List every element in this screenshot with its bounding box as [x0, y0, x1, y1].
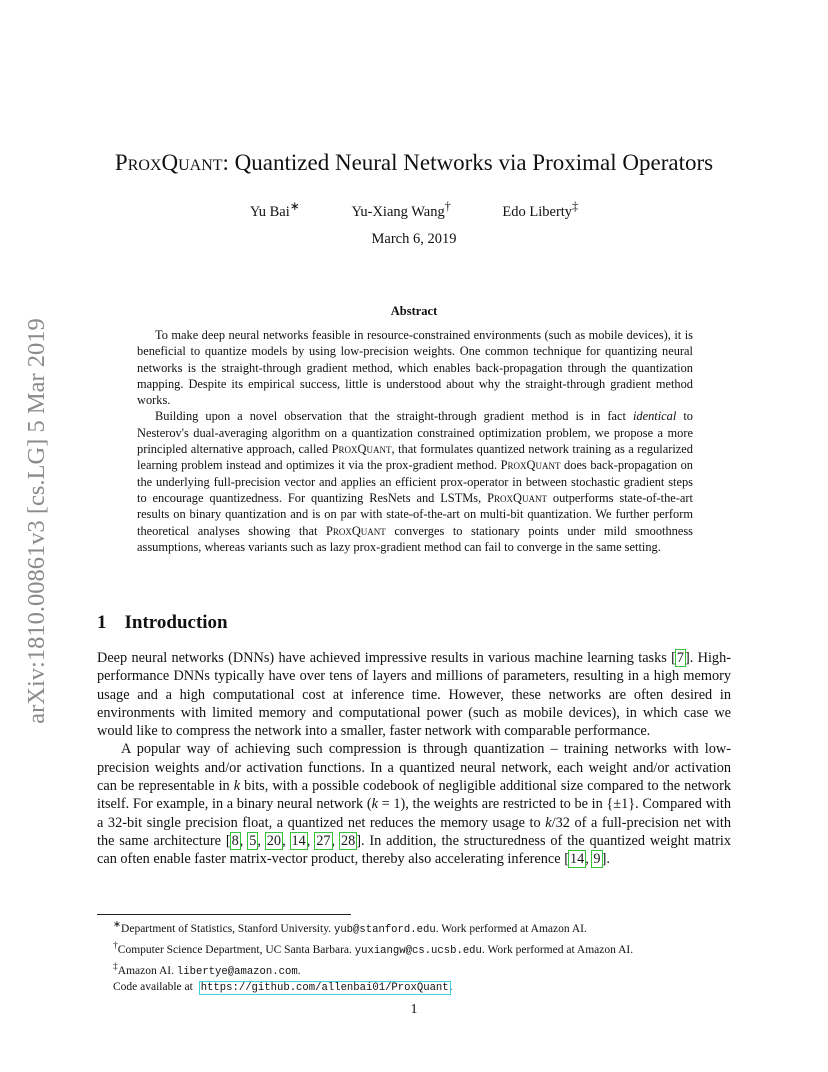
- footnote-item: ‡Amazon AI. libertye@amazon.com.: [113, 960, 301, 978]
- footnote-item: ∗Department of Statistics, Stanford University. yub@stanford.edu. Work performed at Amazon AI.: [113, 919, 587, 936]
- paper-title: [0, 150, 828, 176]
- abstract-paragraph: Building upon a novel observation that the straight-through gradient method is in fact identical to Nesterov's dual-averaging algorithm on a quantization constrained optimization problem, we propose a more principled alternative approach, called ProxQuant, that formulates quantized network training as a regularized learning problem instead and optimizes it via the prox-gradient method. ProxQuant does back-propagation on the underlying full-precision vector and applies an efficient prox-operator in between stochastic gradient steps to encourage quantizedness. For quantizing ResNets and LSTMs, ProxQuant outperforms state-of-the-art results on binary quantization and is on par with state-of-the-art on multi-bit quantization. We further perform theoretical analyses showing that ProxQuant converges to stationary points under mild smoothness assumptions, whereas variants such as lazy prox-gradient method can fail to converge in the same setting.: [137, 409, 693, 554]
- introduction-body: [97, 649, 731, 869]
- author: Yu-Xiang Wang†: [351, 199, 451, 220]
- citation-link[interactable]: 9: [593, 851, 601, 868]
- author: Edo Liberty‡: [502, 199, 579, 220]
- email-address: yuxiangw@cs.ucsb.edu: [354, 944, 482, 957]
- author-list: [0, 199, 828, 221]
- citation-link[interactable]: 27: [316, 832, 331, 849]
- citation-link[interactable]: 28: [340, 832, 356, 849]
- citation-link[interactable]: 14: [569, 851, 585, 868]
- abstract-paragraph: To make deep neural networks feasible in resource-constrained environments (such as mobile devices), it is beneficial to quantize models by using low-precision weights. One common technique for quantizing neural networks is the straight-through gradient method, which enables back-propagation through the quantization mapping. Despite its empirical success, little is understood about why the straight-through gradient method works.: [137, 328, 693, 408]
- abstract-heading: Abstract: [390, 304, 438, 318]
- code-repository-link[interactable]: https://github.com/allenbai01/ProxQuant: [200, 982, 449, 995]
- footnotes: [113, 917, 731, 996]
- email-address: libertye@amazon.com: [176, 965, 298, 978]
- page-number: 1: [410, 1002, 418, 1017]
- abstract-body: [137, 327, 693, 555]
- section-number: 1: [97, 612, 107, 633]
- intro-paragraph: A popular way of achieving such compression is through quantization – training networks with low-precision weights and/or activation functions. In a quantized neural network, each weight and/or activation can be representable in k bits, with a possible codebook of negligible additional size compared to the network itself. For example, in a binary neural network (k = 1), the weights are restricted to be in {±1}. Compared with a 32-bit single precision float, a quantized net reduces the memory usage to k/32 of a full-precision net with the same architecture [8, 5, 20, 14, 27, 28]. In addition, the structuredness of the quantized weight matrix can often enable faster matrix-vector product, thereby also accelerating inference [14, 9].: [97, 741, 731, 868]
- citation-link[interactable]: 5: [249, 832, 257, 849]
- citation-link[interactable]: 20: [266, 832, 282, 849]
- intro-paragraph: Deep neural networks (DNNs) have achieved impressive results in various machine learning tasks [7]. High-performance DNNs typically have over tens of layers and millions of parameters, resulting in a high memory usage and a high computational cost at inference time. However, these networks are often desired in environments with limited memory and computational power (such as mobile devices), in which case we would like to compress the network into a smaller, faster network with comparable performance.: [97, 650, 731, 740]
- email-address: yub@stanford.edu: [333, 923, 436, 936]
- section-title: Introduction: [124, 612, 228, 633]
- author: Yu Bai∗: [249, 199, 300, 220]
- title-rest: : Quantized Neural Networks via Proximal Operators: [222, 150, 714, 175]
- footnote-divider: [97, 914, 351, 915]
- section-heading: [97, 612, 228, 634]
- footnote-item: †Computer Science Department, UC Santa Barbara. yuxiangw@cs.ucsb.edu. Work performed at Amazon AI.: [113, 939, 634, 957]
- citation-link[interactable]: 7: [676, 650, 685, 666]
- citation-link[interactable]: 8: [231, 832, 239, 849]
- method-name: ProxQuant: [114, 150, 223, 175]
- publication-date: March 6, 2019: [371, 231, 457, 247]
- arxiv-identifier-text: arXiv:1810.00861v3 [cs.LG] 5 Mar 2019: [23, 318, 51, 724]
- citation-link[interactable]: 14: [291, 832, 306, 849]
- arxiv-identifier-stamp: [24, 290, 50, 752]
- footnote-item: Code available at https://github.com/allenbai01/ProxQuant.: [113, 981, 453, 995]
